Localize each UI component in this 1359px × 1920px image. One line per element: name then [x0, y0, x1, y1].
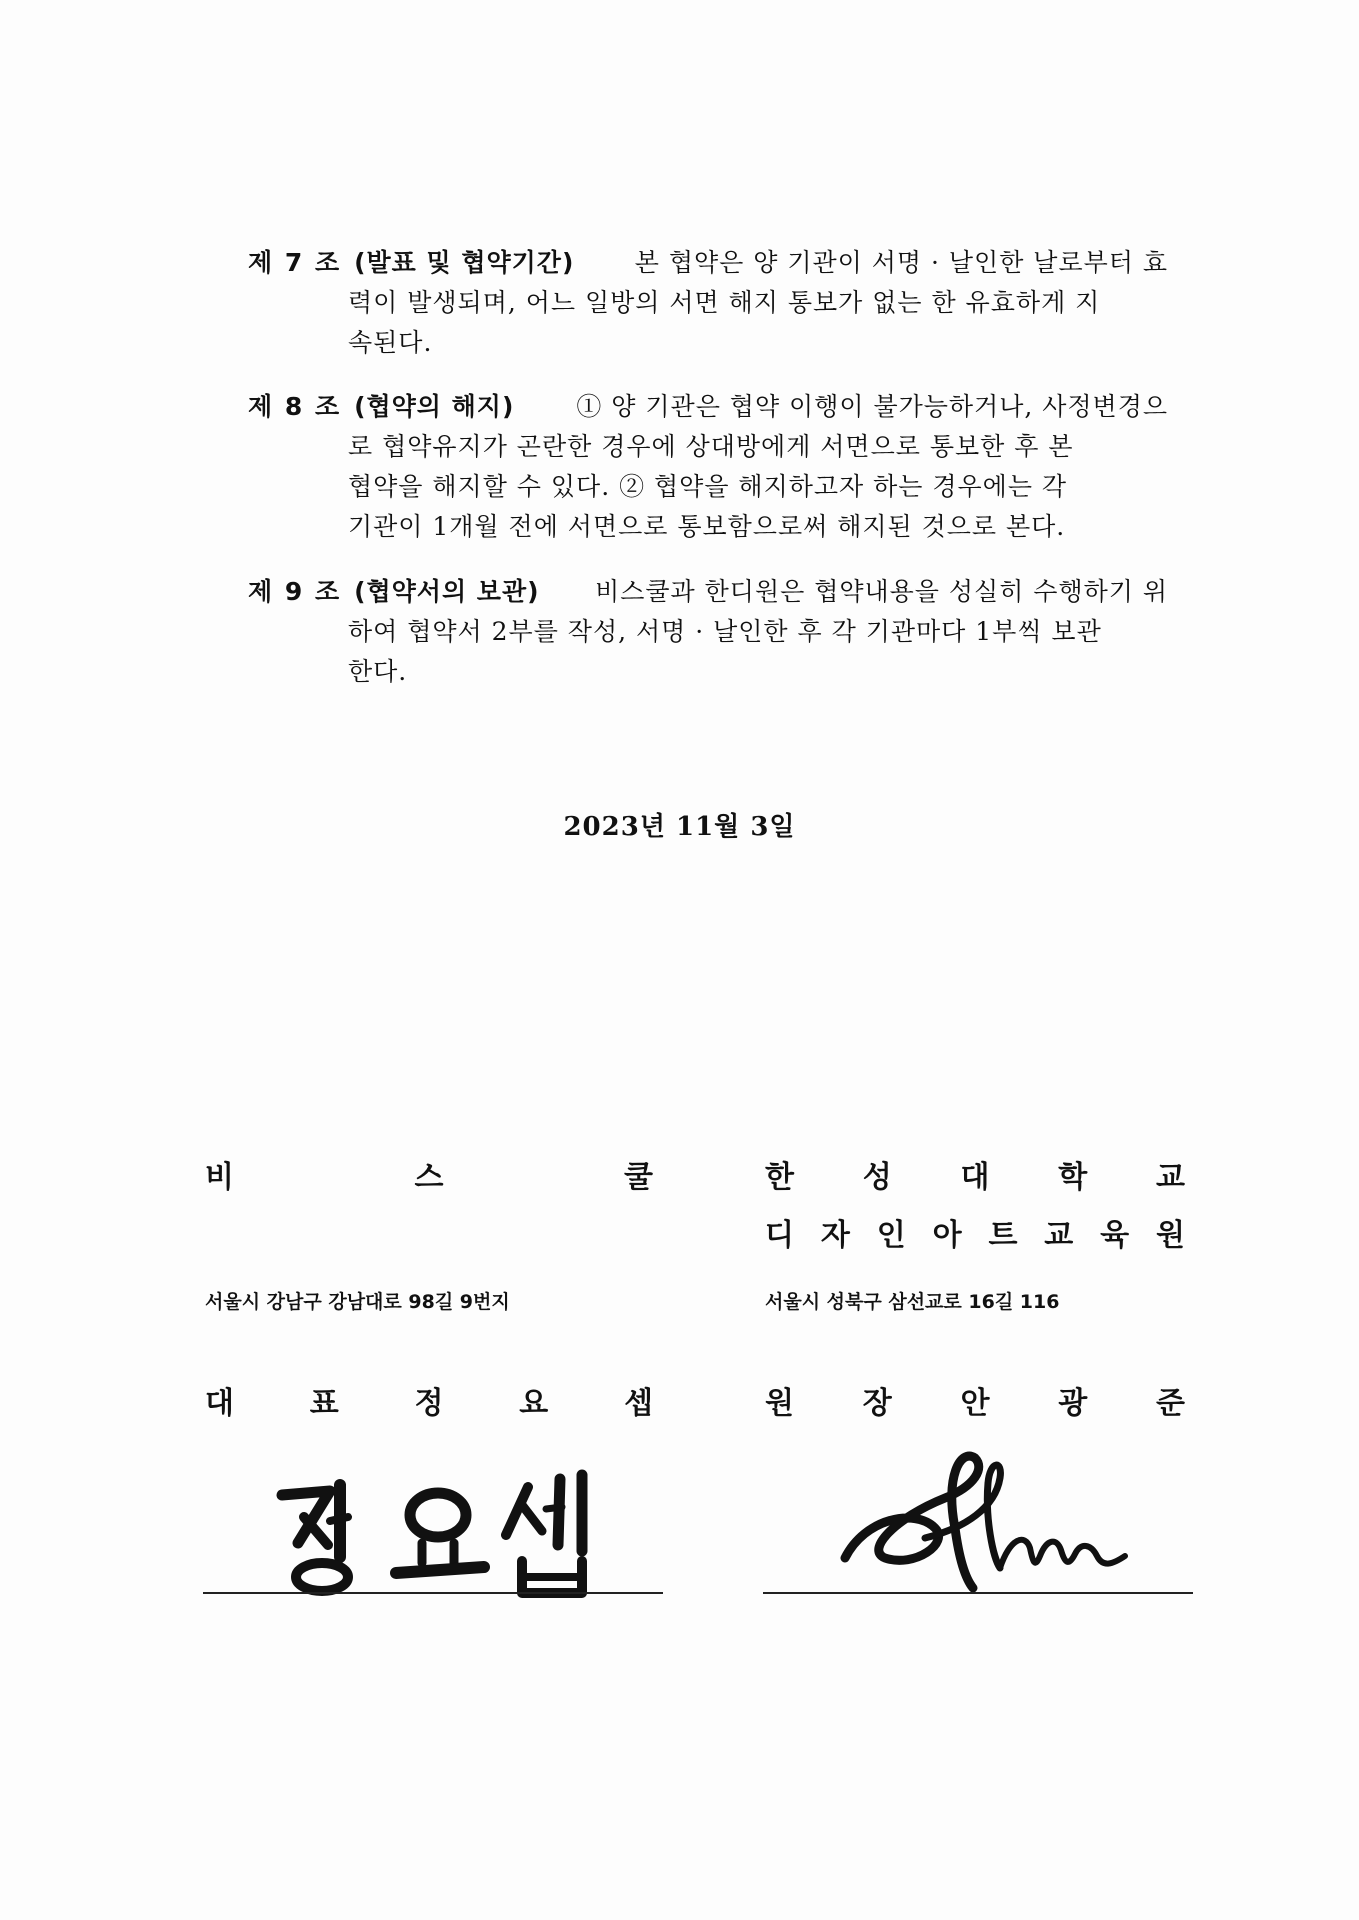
- article-8-line-3: 협약을 해지할 수 있다. ② 협약을 해지하고자 하는 경우에는 각: [348, 472, 1068, 501]
- left-party-name: [205, 1152, 653, 1196]
- article-8-text: ① 양 기관은 협약 이행이 불가능하거나, 사정변경으: [576, 392, 1168, 421]
- right-party-name-char: 원: [1156, 1218, 1185, 1253]
- right-party-name-line1: [765, 1152, 1185, 1196]
- article-7-line-2: 력이 발생되며, 어느 일방의 서면 해지 통보가 없는 한 유효하게 지: [348, 288, 1101, 317]
- article-8-line-4: 기관이 1개월 전에 서면으로 통보함으로써 해지된 것으로 본다.: [348, 512, 1066, 541]
- article-9-title: (협약서의 보관): [354, 577, 540, 606]
- article-7-number: 제 7 조: [248, 248, 342, 277]
- left-rep-char: 요: [519, 1386, 549, 1421]
- article-9-line-3: 한다.: [348, 657, 408, 686]
- article-8-line-1: [248, 387, 1168, 427]
- left-rep-char: 표: [309, 1386, 339, 1421]
- right-party-name-char: 육: [1100, 1218, 1130, 1253]
- article-7-title: (발표 및 협약기간): [354, 248, 575, 277]
- right-rep-char: 장: [862, 1386, 892, 1421]
- right-rep-char: 원: [765, 1386, 794, 1421]
- article-8-title: (협약의 해지): [354, 392, 515, 421]
- right-rep-char: 준: [1156, 1386, 1185, 1421]
- left-party-name-char: 스: [414, 1160, 444, 1195]
- article-9-number: 제 9 조: [248, 577, 342, 606]
- right-party-name-char: 학: [1058, 1160, 1088, 1195]
- article-9-text: 비스쿨과 한디원은 협약내용을 성실히 수행하기 위: [595, 577, 1168, 606]
- right-party-name-char: 교: [1156, 1160, 1185, 1195]
- left-signature: [270, 1465, 610, 1605]
- article-7-line-3: 속된다.: [348, 328, 433, 357]
- article-9: [248, 572, 1168, 692]
- article-7-line-1: [248, 243, 1168, 283]
- right-signature-line: [763, 1592, 1193, 1594]
- right-party-name-char: 인: [876, 1218, 906, 1253]
- left-rep-char: 정: [414, 1386, 444, 1421]
- article-9-line-2: 하여 협약서 2부를 작성, 서명 · 날인한 후 각 기관마다 1부씩 보관: [348, 617, 1102, 646]
- right-rep-char: 광: [1058, 1386, 1088, 1421]
- right-party-name-line2: [765, 1210, 1185, 1254]
- article-7-text: 본 협약은 양 기관이 서명 · 날인한 날로부터 효: [634, 248, 1168, 277]
- right-party-name-char: 디: [765, 1218, 794, 1253]
- left-party-address: 서울시 강남구 강남대로 98길 9번지: [205, 1291, 510, 1313]
- right-party-name-char: 성: [862, 1160, 892, 1195]
- article-7: [248, 243, 1168, 363]
- right-party-representative: [765, 1378, 1185, 1422]
- article-8-line-2: 로 협약유지가 곤란한 경우에 상대방에게 서면으로 통보한 후 본: [348, 432, 1074, 461]
- right-party-address: 서울시 성북구 삼선교로 16길 116: [765, 1291, 1060, 1313]
- article-8-number: 제 8 조: [248, 392, 342, 421]
- right-rep-char: 안: [960, 1386, 990, 1421]
- left-rep-char: 대: [205, 1386, 234, 1421]
- article-9-line-1: [248, 572, 1168, 612]
- left-signature-line: [203, 1592, 663, 1594]
- left-party-name-char: 비: [205, 1160, 234, 1195]
- right-party-name-char: 자: [820, 1218, 850, 1253]
- right-signature: [825, 1438, 1155, 1598]
- article-8: [248, 387, 1168, 547]
- right-party-name-char: 트: [988, 1218, 1018, 1253]
- right-party-name-char: 한: [765, 1160, 794, 1195]
- left-party-name-char: 쿨: [624, 1160, 653, 1195]
- agreement-date: 2023년 11월 3일: [563, 812, 796, 842]
- right-party-name-char: 아: [932, 1218, 962, 1253]
- left-party-representative: [205, 1378, 653, 1422]
- right-party-name-char: 대: [960, 1160, 990, 1195]
- right-party-name-char: 교: [1044, 1218, 1074, 1253]
- left-rep-char: 셉: [624, 1386, 653, 1421]
